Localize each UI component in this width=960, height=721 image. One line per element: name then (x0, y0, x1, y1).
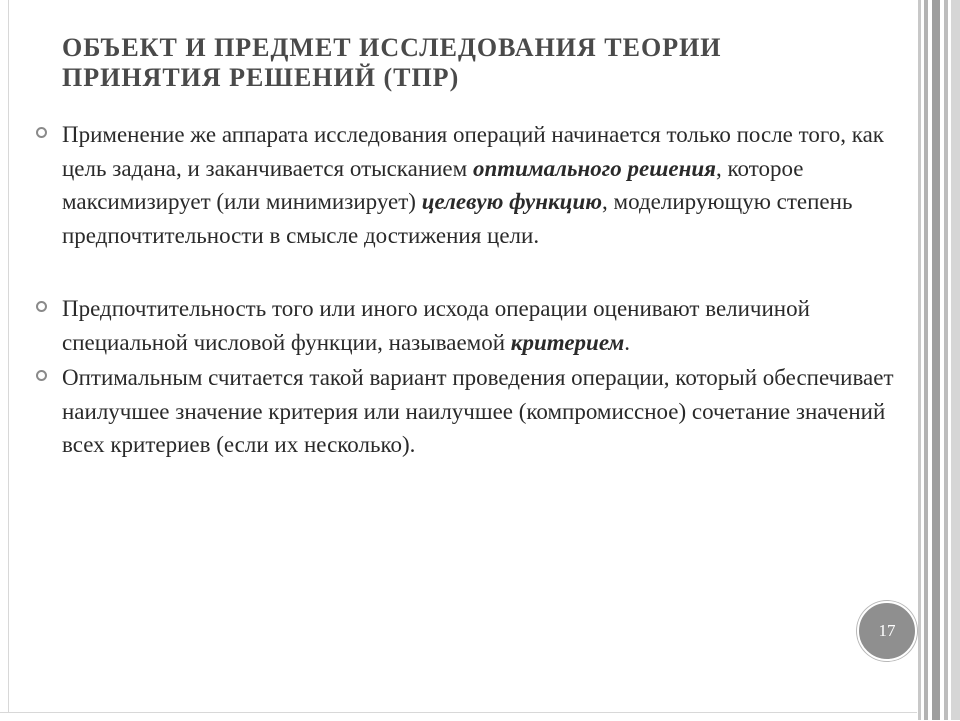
page-number-badge: 17 (857, 601, 917, 661)
side-stripe (951, 0, 960, 720)
side-stripe (944, 0, 948, 720)
bullet-item (36, 118, 906, 252)
emphasis-objective-function: целевую функцию (421, 189, 603, 214)
slide-body (36, 118, 906, 462)
slide-title-line-1: ОБЪЕКТ И ПРЕДМЕТ ИССЛЕДОВАНИЯ ТЕОРИИ (62, 33, 722, 62)
bullet-text: , моделирующую степень предпочтительности в смысле достижения цели. (62, 189, 853, 248)
side-stripe (924, 0, 928, 720)
bullet-text: , которое максимизирует (или минимизирует) (62, 155, 804, 214)
emphasis-optimal-solution: оптимального решения (472, 155, 716, 181)
slide-left-edge (0, 0, 9, 720)
slide-top-edge (0, 0, 960, 4)
bullet-item (36, 361, 906, 462)
ring-bullet-icon (36, 127, 47, 138)
side-stripe (918, 0, 921, 720)
bullet-text: Предпочтительность того или иного исхода операции оценивают величиной специальной числовой функции, называемой (62, 296, 810, 355)
side-stripe (932, 0, 940, 720)
emphasis-criterion: критерием (510, 329, 625, 355)
ring-bullet-icon (36, 301, 47, 312)
bullet-item (36, 292, 906, 359)
bullet-text: Оптимальным считается такой вариант проведения операции, который обеспечивает наилучшее значение критерия или наилучшее (компромиссное) сочетание значений всех критериев (если их несколько). (62, 365, 894, 457)
bullet-text: . (624, 329, 630, 355)
ring-bullet-icon (36, 370, 47, 381)
bullet-text: Применение же аппарата исследования операций начинается только после того, как цель задана, и заканчивается отысканием (62, 122, 884, 181)
slide-title-line-2: ПРИНЯТИЯ РЕШЕНИЙ (ТПР) (62, 63, 460, 92)
slide-title (62, 33, 882, 93)
